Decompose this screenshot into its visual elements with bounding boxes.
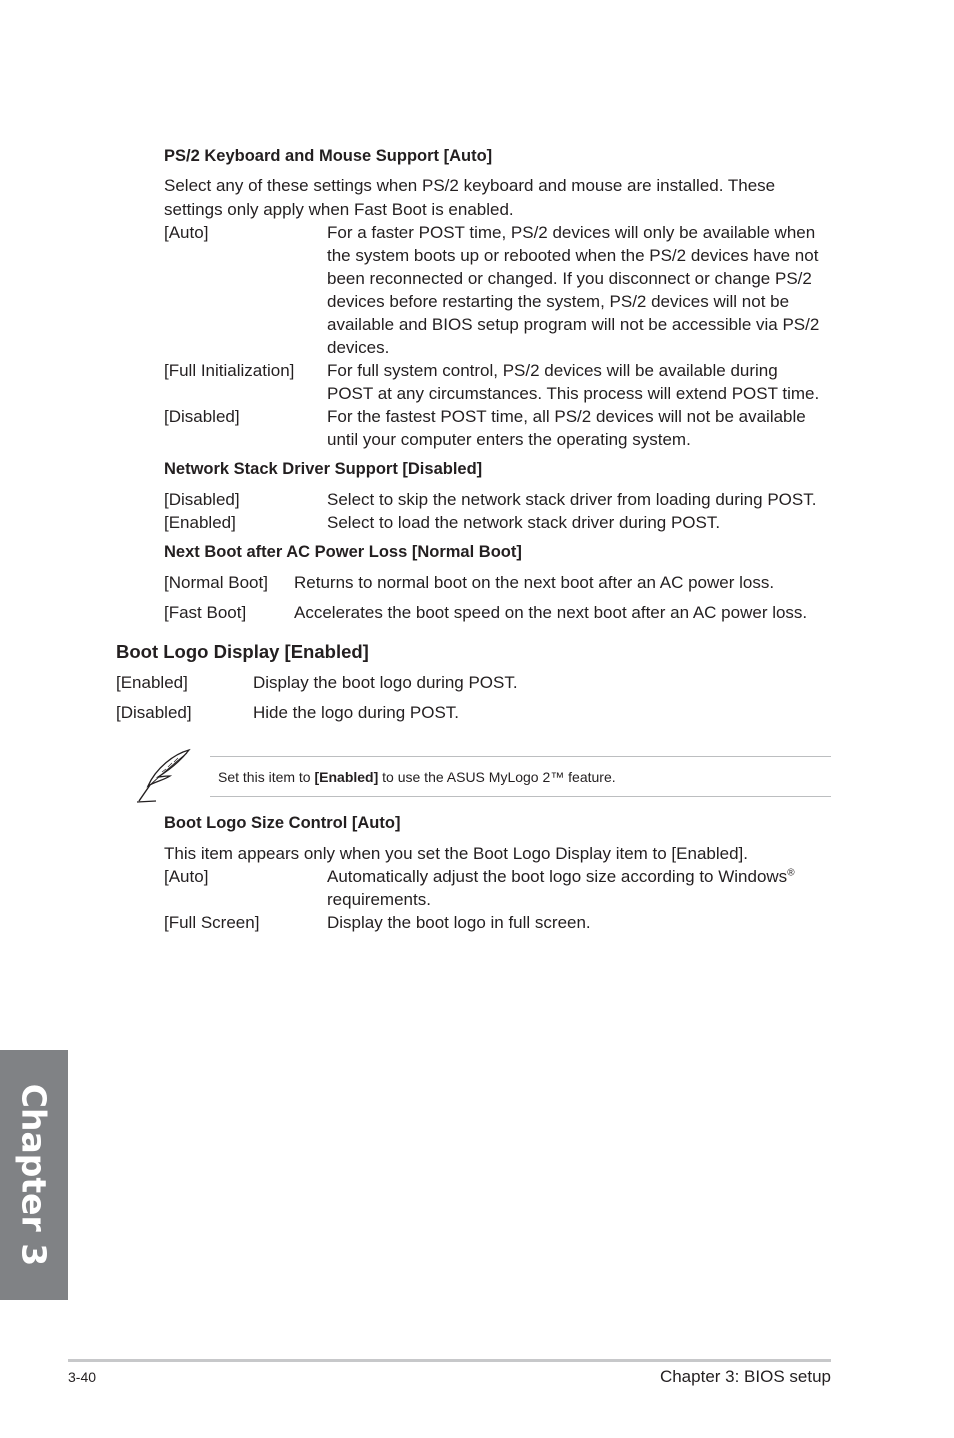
option-desc: Display the boot logo in full screen. — [327, 913, 591, 932]
option-desc: Hide the logo during POST. — [253, 703, 460, 722]
option-desc-line: requirements. — [327, 890, 431, 909]
logo-size-title: Boot Logo Size Control [Auto] — [164, 814, 401, 832]
ps2-option-auto — [164, 221, 844, 361]
option-key: [Disabled] — [164, 490, 240, 509]
option-desc-line: For the fastest POST time, all PS/2 devices will not be available — [327, 407, 806, 426]
option-desc-line: been reconnected or changed. If you disconnect or change PS/2 — [327, 269, 812, 288]
option-desc-line: the system boots up or rebooted when the PS/2 devices have not — [327, 246, 819, 265]
network-title: Network Stack Driver Support [Disabled] — [164, 460, 483, 478]
ps2-title: PS/2 Keyboard and Mouse Support [Auto] — [164, 147, 493, 165]
option-desc: Select to load the network stack driver during POST. — [327, 513, 721, 532]
logo-size-option-full — [164, 911, 844, 934]
option-key: [Fast Boot] — [164, 603, 247, 622]
option-desc-line: available and BIOS setup program will not be accessible via PS/2 — [327, 315, 820, 334]
option-key: [Auto] — [164, 867, 209, 886]
ps2-intro-line-1: Select any of these settings when PS/2 keyboard and mouse are installed. These — [164, 176, 776, 195]
ps2-intro-line-2: settings only apply when Fast Boot is enabled. — [164, 200, 514, 219]
next-boot-option-normal — [164, 571, 844, 594]
option-desc-text: Automatically adjust the boot logo size according to Windows — [327, 867, 788, 886]
option-key: [Disabled] — [164, 407, 240, 426]
option-desc-line: For full system control, PS/2 devices will be available during — [327, 361, 778, 380]
footer-chapter-title: Chapter 3: BIOS setup — [659, 1367, 831, 1386]
note-text — [218, 768, 616, 786]
note-bold: [Enabled] — [314, 769, 379, 785]
boot-logo-option-disabled — [116, 701, 816, 724]
ps2-option-full-init — [164, 359, 844, 405]
chapter-side-tab — [0, 1050, 68, 1300]
option-desc-line: For a faster POST time, PS/2 devices will only be available when — [327, 223, 816, 242]
boot-logo-option-enabled — [116, 671, 816, 694]
footer-rule — [68, 1359, 831, 1362]
option-key: [Full Screen] — [164, 913, 260, 932]
option-key: [Auto] — [164, 223, 209, 242]
note-suffix: to use the ASUS MyLogo 2™ feature. — [378, 769, 616, 785]
option-key: [Enabled] — [116, 673, 188, 692]
note-top-rule — [210, 756, 831, 757]
option-desc: Accelerates the boot speed on the next boot after an AC power loss. — [294, 603, 808, 622]
option-key: [Normal Boot] — [164, 573, 268, 592]
option-desc-line: until your computer enters the operating system. — [327, 430, 691, 449]
option-desc: Display the boot logo during POST. — [253, 673, 518, 692]
ps2-option-disabled — [164, 405, 844, 451]
network-option-disabled — [164, 488, 844, 511]
option-desc-line: POST at any circumstances. This process will extend POST time. — [327, 384, 820, 403]
option-desc-line — [327, 865, 795, 888]
next-boot-title: Next Boot after AC Power Loss [Normal Boot] — [164, 543, 522, 561]
note-prefix: Set this item to — [218, 769, 315, 785]
option-key: [Enabled] — [164, 513, 236, 532]
option-key: [Full Initialization] — [164, 361, 295, 380]
option-desc: Select to skip the network stack driver from loading during POST. — [327, 490, 817, 509]
option-desc: Returns to normal boot on the next boot after an AC power loss. — [294, 573, 775, 592]
logo-size-intro: This item appears only when you set the Boot Logo Display item to [Enabled]. — [164, 844, 748, 863]
option-desc-line: devices before restarting the system, PS/2 devices will not be — [327, 292, 790, 311]
boot-logo-title: Boot Logo Display [Enabled] — [116, 641, 369, 662]
registered-mark: ® — [787, 867, 795, 879]
logo-size-option-auto — [164, 865, 844, 911]
chapter-side-tab-label: Chapter 3 — [14, 1083, 54, 1267]
next-boot-option-fast — [164, 601, 844, 624]
option-desc-line: devices. — [327, 338, 390, 357]
network-option-enabled — [164, 511, 844, 534]
page-number: 3-40 — [68, 1369, 97, 1385]
feather-pen-icon — [134, 746, 194, 806]
option-key: [Disabled] — [116, 703, 192, 722]
note-bottom-rule — [210, 796, 831, 797]
